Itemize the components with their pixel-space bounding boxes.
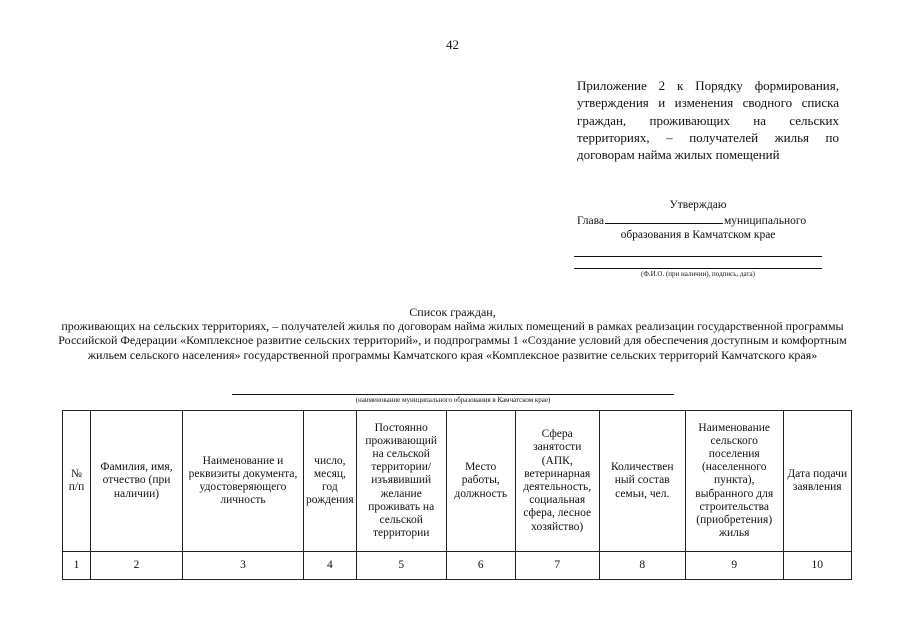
approval-suffix: муниципального	[724, 215, 807, 227]
column-number-cell: 9	[685, 552, 783, 580]
approval-head-line	[577, 213, 806, 227]
column-number-cell: 10	[783, 552, 851, 580]
municipality-line	[232, 394, 674, 395]
page-number: 42	[446, 37, 459, 52]
signature-line	[574, 268, 822, 269]
column-number-cell: 8	[599, 552, 685, 580]
column-number-cell: 2	[91, 552, 183, 580]
column-number-cell: 7	[515, 552, 599, 580]
col-header-family-size: Количествен ный состав семьи, чел.	[599, 411, 685, 552]
appendix-heading: Приложение 2 к Порядку формирования, утверждения и изменения сводного списка граждан, проживающих на сельских территориях, – получателей жилья по договорам найма жилых помещений	[577, 78, 839, 163]
col-header-workplace: Место работы, должность	[446, 411, 515, 552]
column-number-cell: 1	[63, 552, 91, 580]
signature-line	[574, 256, 822, 257]
column-number-cell: 5	[356, 552, 446, 580]
col-header-settlement: Наименование сельского поселения (населенного пункта), выбранного для строительства (приобретения) жилья	[685, 411, 783, 552]
column-number-cell: 6	[446, 552, 515, 580]
col-header-application-date: Дата подачи заявления	[783, 411, 851, 552]
column-number-cell: 3	[183, 552, 304, 580]
col-header-full-name: Фамилия, имя, отчество (при наличии)	[91, 411, 183, 552]
list-title-body: проживающих на сельских территориях, – получателей жилья по договорам найма жилых помещений в рамках реализации государственной программы Российской Федерации «Комплексное развитие сельских территорий», и подпрограммы 1 «Создание условий для обеспечения доступным и комфортным жильем сельского населения» государственной программы Камчатского края «Комплексное развитие сельских территорий Камчатского края»	[58, 319, 847, 362]
list-title-line1: Список граждан,	[409, 305, 496, 319]
col-header-employment-sphere: Сфера занятости (АПК, ветеринарная деятельность, социальная сфера, лесное хозяйство)	[515, 411, 599, 552]
approval-municipality: образования в Камчатском крае	[620, 229, 776, 241]
table-number-row	[63, 552, 852, 580]
head-name-blank	[605, 213, 723, 224]
col-header-residence-status: Постоянно проживающий на сельской территории/ изъявивший желание проживать на сельской территории	[356, 411, 446, 552]
col-header-number: № п/п	[63, 411, 91, 552]
column-number-cell: 4	[304, 552, 357, 580]
citizens-table	[62, 410, 852, 580]
table-header-row	[63, 411, 852, 552]
signature-caption: (Ф.И.О. (при наличии), подпись, дата)	[640, 270, 755, 278]
municipality-caption: (наименование муниципального образования в Камчатском крае)	[355, 396, 551, 404]
list-title	[55, 305, 850, 362]
approval-title: Утверждаю	[669, 199, 727, 211]
col-header-identity-document: Наименование и реквизиты документа, удостоверяющего личность	[183, 411, 304, 552]
approval-prefix: Глава	[577, 215, 605, 227]
col-header-birth-date: число, месяц, год рождения	[304, 411, 357, 552]
